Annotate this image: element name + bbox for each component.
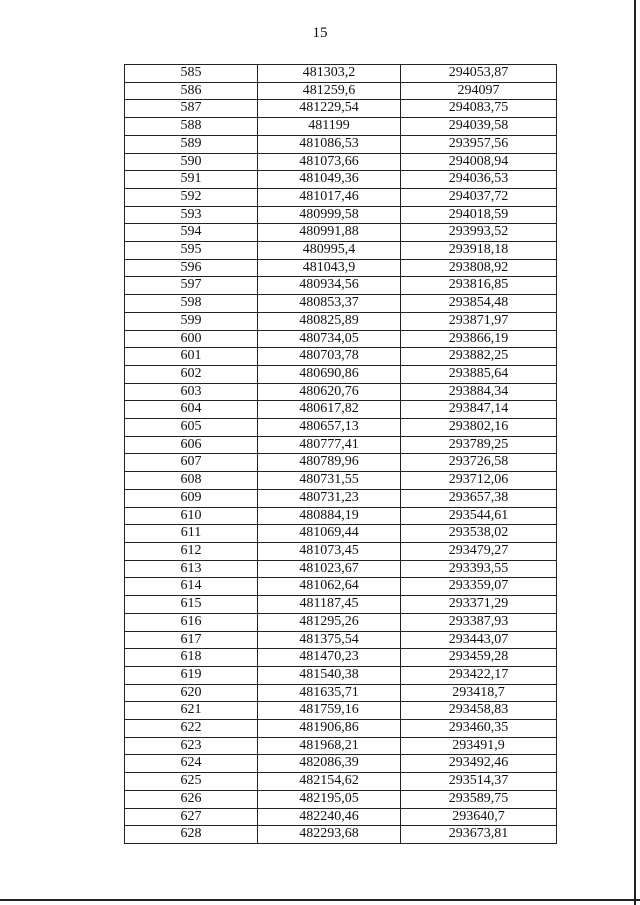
table-row (125, 649, 557, 667)
table-row (125, 100, 557, 118)
point-number-cell: 626 (125, 790, 258, 808)
table-row (125, 348, 557, 366)
point-number-cell: 608 (125, 472, 258, 490)
x-coordinate-cell: 481062,64 (258, 578, 401, 596)
table-row (125, 454, 557, 472)
y-coordinate-cell: 293993,52 (401, 224, 557, 242)
table-row (125, 242, 557, 260)
x-coordinate-cell: 480703,78 (258, 348, 401, 366)
page-edge-line (634, 0, 636, 905)
point-number-cell: 590 (125, 153, 258, 171)
x-coordinate-cell: 481187,45 (258, 596, 401, 614)
y-coordinate-cell: 293538,02 (401, 525, 557, 543)
y-coordinate-cell: 294036,53 (401, 171, 557, 189)
table-row (125, 224, 557, 242)
table-row (125, 135, 557, 153)
x-coordinate-cell: 480789,96 (258, 454, 401, 472)
table-row (125, 419, 557, 437)
y-coordinate-cell: 293884,34 (401, 383, 557, 401)
point-number-cell: 606 (125, 436, 258, 454)
x-coordinate-cell: 481303,2 (258, 65, 401, 83)
y-coordinate-cell: 293393,55 (401, 560, 557, 578)
point-number-cell: 588 (125, 118, 258, 136)
table-row (125, 188, 557, 206)
x-coordinate-cell: 481968,21 (258, 737, 401, 755)
table-row (125, 82, 557, 100)
x-coordinate-cell: 481073,45 (258, 542, 401, 560)
x-coordinate-cell: 480999,58 (258, 206, 401, 224)
y-coordinate-cell: 294008,94 (401, 153, 557, 171)
table-row (125, 596, 557, 614)
x-coordinate-cell: 481375,54 (258, 631, 401, 649)
table-row (125, 330, 557, 348)
table-row (125, 684, 557, 702)
table-row (125, 436, 557, 454)
x-coordinate-cell: 481017,46 (258, 188, 401, 206)
table-row (125, 826, 557, 844)
y-coordinate-cell: 293657,38 (401, 489, 557, 507)
table-row (125, 401, 557, 419)
point-number-cell: 628 (125, 826, 258, 844)
y-coordinate-cell: 293418,7 (401, 684, 557, 702)
table-row (125, 755, 557, 773)
table-row (125, 666, 557, 684)
x-coordinate-cell: 480991,88 (258, 224, 401, 242)
table-row (125, 720, 557, 738)
y-coordinate-cell: 293640,7 (401, 808, 557, 826)
x-coordinate-cell: 480620,76 (258, 383, 401, 401)
point-number-cell: 624 (125, 755, 258, 773)
x-coordinate-cell: 481023,67 (258, 560, 401, 578)
point-number-cell: 620 (125, 684, 258, 702)
x-coordinate-cell: 480734,05 (258, 330, 401, 348)
y-coordinate-cell: 293847,14 (401, 401, 557, 419)
y-coordinate-cell: 293359,07 (401, 578, 557, 596)
point-number-cell: 607 (125, 454, 258, 472)
x-coordinate-cell: 480884,19 (258, 507, 401, 525)
table-row (125, 312, 557, 330)
y-coordinate-cell: 294097 (401, 82, 557, 100)
point-number-cell: 600 (125, 330, 258, 348)
point-number-cell: 587 (125, 100, 258, 118)
point-number-cell: 616 (125, 613, 258, 631)
point-number-cell: 589 (125, 135, 258, 153)
x-coordinate-cell: 481540,38 (258, 666, 401, 684)
table-row (125, 365, 557, 383)
point-number-cell: 594 (125, 224, 258, 242)
table-row (125, 790, 557, 808)
table-row (125, 737, 557, 755)
y-coordinate-cell: 293371,29 (401, 596, 557, 614)
point-number-cell: 617 (125, 631, 258, 649)
y-coordinate-cell: 293459,28 (401, 649, 557, 667)
point-number-cell: 603 (125, 383, 258, 401)
table-row (125, 489, 557, 507)
point-number-cell: 613 (125, 560, 258, 578)
x-coordinate-cell: 480995,4 (258, 242, 401, 260)
point-number-cell: 622 (125, 720, 258, 738)
y-coordinate-cell: 293422,17 (401, 666, 557, 684)
x-coordinate-cell: 481086,53 (258, 135, 401, 153)
y-coordinate-cell: 293885,64 (401, 365, 557, 383)
x-coordinate-cell: 480690,86 (258, 365, 401, 383)
coordinate-table (124, 64, 557, 844)
x-coordinate-cell: 482086,39 (258, 755, 401, 773)
point-number-cell: 623 (125, 737, 258, 755)
table-row (125, 206, 557, 224)
table-row (125, 578, 557, 596)
point-number-cell: 618 (125, 649, 258, 667)
y-coordinate-cell: 293673,81 (401, 826, 557, 844)
y-coordinate-cell: 293957,56 (401, 135, 557, 153)
table-row (125, 808, 557, 826)
point-number-cell: 609 (125, 489, 258, 507)
point-number-cell: 610 (125, 507, 258, 525)
point-number-cell: 601 (125, 348, 258, 366)
table-row (125, 295, 557, 313)
point-number-cell: 597 (125, 277, 258, 295)
y-coordinate-cell: 294039,58 (401, 118, 557, 136)
y-coordinate-cell: 293802,16 (401, 419, 557, 437)
x-coordinate-cell: 481069,44 (258, 525, 401, 543)
table-row (125, 383, 557, 401)
point-number-cell: 627 (125, 808, 258, 826)
point-number-cell: 593 (125, 206, 258, 224)
y-coordinate-cell: 294018,59 (401, 206, 557, 224)
x-coordinate-cell: 480934,56 (258, 277, 401, 295)
y-coordinate-cell: 293854,48 (401, 295, 557, 313)
y-coordinate-cell: 293492,46 (401, 755, 557, 773)
y-coordinate-cell: 293816,85 (401, 277, 557, 295)
point-number-cell: 591 (125, 171, 258, 189)
x-coordinate-cell: 481073,66 (258, 153, 401, 171)
table-row (125, 542, 557, 560)
y-coordinate-cell: 293443,07 (401, 631, 557, 649)
x-coordinate-cell: 480731,23 (258, 489, 401, 507)
point-number-cell: 595 (125, 242, 258, 260)
x-coordinate-cell: 480731,55 (258, 472, 401, 490)
point-number-cell: 592 (125, 188, 258, 206)
y-coordinate-cell: 293387,93 (401, 613, 557, 631)
point-number-cell: 605 (125, 419, 258, 437)
x-coordinate-cell: 481295,26 (258, 613, 401, 631)
x-coordinate-cell: 481199 (258, 118, 401, 136)
y-coordinate-cell: 293458,83 (401, 702, 557, 720)
table-row (125, 472, 557, 490)
x-coordinate-cell: 481229,54 (258, 100, 401, 118)
x-coordinate-cell: 480617,82 (258, 401, 401, 419)
point-number-cell: 596 (125, 259, 258, 277)
x-coordinate-cell: 482293,68 (258, 826, 401, 844)
table-row (125, 171, 557, 189)
point-number-cell: 619 (125, 666, 258, 684)
x-coordinate-cell: 481259,6 (258, 82, 401, 100)
x-coordinate-cell: 481043,9 (258, 259, 401, 277)
x-coordinate-cell: 480825,89 (258, 312, 401, 330)
point-number-cell: 615 (125, 596, 258, 614)
table-row (125, 702, 557, 720)
x-coordinate-cell: 481759,16 (258, 702, 401, 720)
y-coordinate-cell: 293871,97 (401, 312, 557, 330)
point-number-cell: 586 (125, 82, 258, 100)
x-coordinate-cell: 481635,71 (258, 684, 401, 702)
point-number-cell: 598 (125, 295, 258, 313)
y-coordinate-cell: 293491,9 (401, 737, 557, 755)
y-coordinate-cell: 294053,87 (401, 65, 557, 83)
y-coordinate-cell: 293918,18 (401, 242, 557, 260)
table-row (125, 560, 557, 578)
point-number-cell: 612 (125, 542, 258, 560)
table-row (125, 613, 557, 631)
y-coordinate-cell: 294037,72 (401, 188, 557, 206)
point-number-cell: 585 (125, 65, 258, 83)
table-row (125, 259, 557, 277)
table-row (125, 277, 557, 295)
x-coordinate-cell: 482195,05 (258, 790, 401, 808)
y-coordinate-cell: 293726,58 (401, 454, 557, 472)
table-row (125, 773, 557, 791)
y-coordinate-cell: 293589,75 (401, 790, 557, 808)
table-row (125, 631, 557, 649)
table-row (125, 65, 557, 83)
table-row (125, 153, 557, 171)
point-number-cell: 599 (125, 312, 258, 330)
y-coordinate-cell: 293479,27 (401, 542, 557, 560)
coordinate-table-body (125, 65, 557, 844)
page-number: 15 (312, 25, 328, 41)
y-coordinate-cell: 293544,61 (401, 507, 557, 525)
x-coordinate-cell: 480777,41 (258, 436, 401, 454)
point-number-cell: 602 (125, 365, 258, 383)
y-coordinate-cell: 293460,35 (401, 720, 557, 738)
x-coordinate-cell: 481906,86 (258, 720, 401, 738)
y-coordinate-cell: 294083,75 (401, 100, 557, 118)
bottom-rule (0, 899, 640, 901)
y-coordinate-cell: 293789,25 (401, 436, 557, 454)
y-coordinate-cell: 293712,06 (401, 472, 557, 490)
table-row (125, 507, 557, 525)
point-number-cell: 625 (125, 773, 258, 791)
table-row (125, 118, 557, 136)
y-coordinate-cell: 293866,19 (401, 330, 557, 348)
y-coordinate-cell: 293882,25 (401, 348, 557, 366)
x-coordinate-cell: 482154,62 (258, 773, 401, 791)
x-coordinate-cell: 482240,46 (258, 808, 401, 826)
point-number-cell: 611 (125, 525, 258, 543)
y-coordinate-cell: 293514,37 (401, 773, 557, 791)
point-number-cell: 614 (125, 578, 258, 596)
y-coordinate-cell: 293808,92 (401, 259, 557, 277)
point-number-cell: 621 (125, 702, 258, 720)
x-coordinate-cell: 480657,13 (258, 419, 401, 437)
table-row (125, 525, 557, 543)
x-coordinate-cell: 481049,36 (258, 171, 401, 189)
point-number-cell: 604 (125, 401, 258, 419)
x-coordinate-cell: 481470,23 (258, 649, 401, 667)
x-coordinate-cell: 480853,37 (258, 295, 401, 313)
